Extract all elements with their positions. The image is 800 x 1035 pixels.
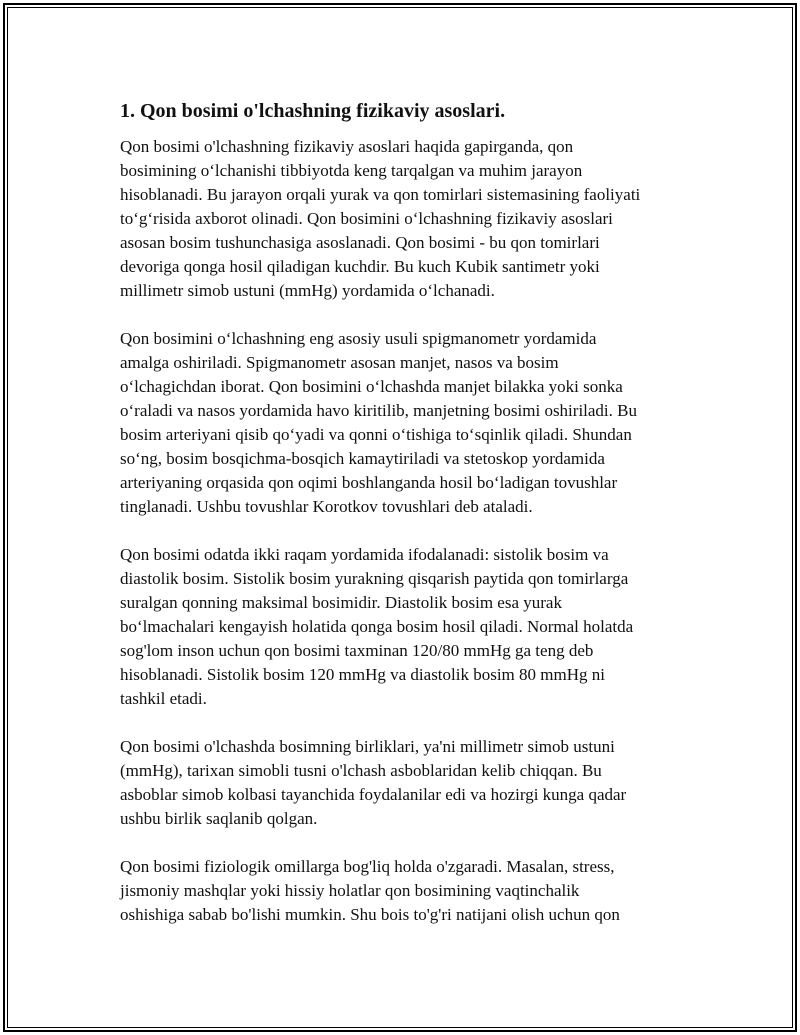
text-line: asosan bosim tushunchasiga asoslanadi. Qon bosimi - bu qon tomirlari [120,233,600,252]
document-body [120,97,700,951]
paragraph-3 [120,543,700,711]
text-line: sog'lom inson uchun qon bosimi taxminan 120/80 mmHg ga teng deb [120,641,594,660]
paragraph-2 [120,327,700,519]
text-line: o‘lchagichdan iborat. Qon bosimini o‘lchashda manjet bilakka yoki sonka [120,377,623,396]
text-line: bosimining o‘lchanishi tibbiyotda keng tarqalgan va muhim jarayon [120,161,583,180]
text-line: (mmHg), tarixan simobli tusni o'lchash asboblaridan kelib chiqqan. Bu [120,761,602,780]
text-line: jismoniy mashqlar yoki hissiy holatlar qon bosimining vaqtinchalik [120,881,580,900]
text-line: so‘ng, bosim bosqichma-bosqich kamaytiriladi va stetoskop yordamida [120,449,605,468]
text-line: arteriyaning orqasida qon oqimi boshlanganda hosil bo‘ladigan tovushlar [120,473,618,492]
text-line: Qon bosimi o'lchashning fizikaviy asoslari haqida gapirganda, qon [120,137,574,156]
text-line: Qon bosimi fiziologik omillarga bog'liq holda o'zgaradi. Masalan, stress, [120,857,615,876]
text-line: oshishiga sabab bo'lishi mumkin. Shu bois to'g'ri natijani olish uchun qon [120,905,620,924]
paragraph-4 [120,735,700,831]
text-line: bosim arteriyani qisib qo‘yadi va qonni o‘tishiga to‘sqinlik qiladi. Shundan [120,425,632,444]
paragraph-1 [120,135,700,303]
section-heading: 1. Qon bosimi o'lchashning fizikaviy asoslari. [120,100,506,122]
paragraph-5 [120,855,700,927]
text-line: to‘g‘risida axborot olinadi. Qon bosimini o‘lchashning fizikaviy asoslari [120,209,613,228]
page-frame [3,3,797,1032]
text-line: bo‘lmachalari kengayish holatida qonga bosim hosil qiladi. Normal holatda [120,617,634,636]
text-line: o‘raladi va nasos yordamida havo kiritilib, manjetning bosimi oshiriladi. Bu [120,401,637,420]
text-line: suralgan qonning maksimal bosimidir. Diastolik bosim esa yurak [120,593,562,612]
text-line: devoriga qonga hosil qiladigan kuchdir. Bu kuch Kubik santimetr yoki [120,257,600,276]
text-line: Qon bosimini o‘lchashning eng asosiy usuli spigmanometr yordamida [120,329,597,348]
text-line: Qon bosimi o'lchashda bosimning birliklari, ya'ni millimetr simob ustuni [120,737,615,756]
text-line: tashkil etadi. [120,689,207,708]
text-line: amalga oshiriladi. Spigmanometr asosan manjet, nasos va bosim [120,353,559,372]
text-line: Qon bosimi odatda ikki raqam yordamida ifodalanadi: sistolik bosim va [120,545,609,564]
text-line: millimetr simob ustuni (mmHg) yordamida o‘lchanadi. [120,281,495,300]
text-line: ushbu birlik saqlanib qolgan. [120,809,318,828]
text-line: hisoblanadi. Sistolik bosim 120 mmHg va diastolik bosim 80 mmHg ni [120,665,605,684]
text-line: tinglanadi. Ushbu tovushlar Korotkov tovushlari deb ataladi. [120,497,533,516]
text-line: diastolik bosim. Sistolik bosim yurakning qisqarish paytida qon tomirlarga [120,569,629,588]
text-line: asboblar simob kolbasi tayanchida foydalanilar edi va hozirgi kunga qadar [120,785,627,804]
text-line: hisoblanadi. Bu jarayon orqali yurak va qon tomirlari sistemasining faoliyati [120,185,641,204]
